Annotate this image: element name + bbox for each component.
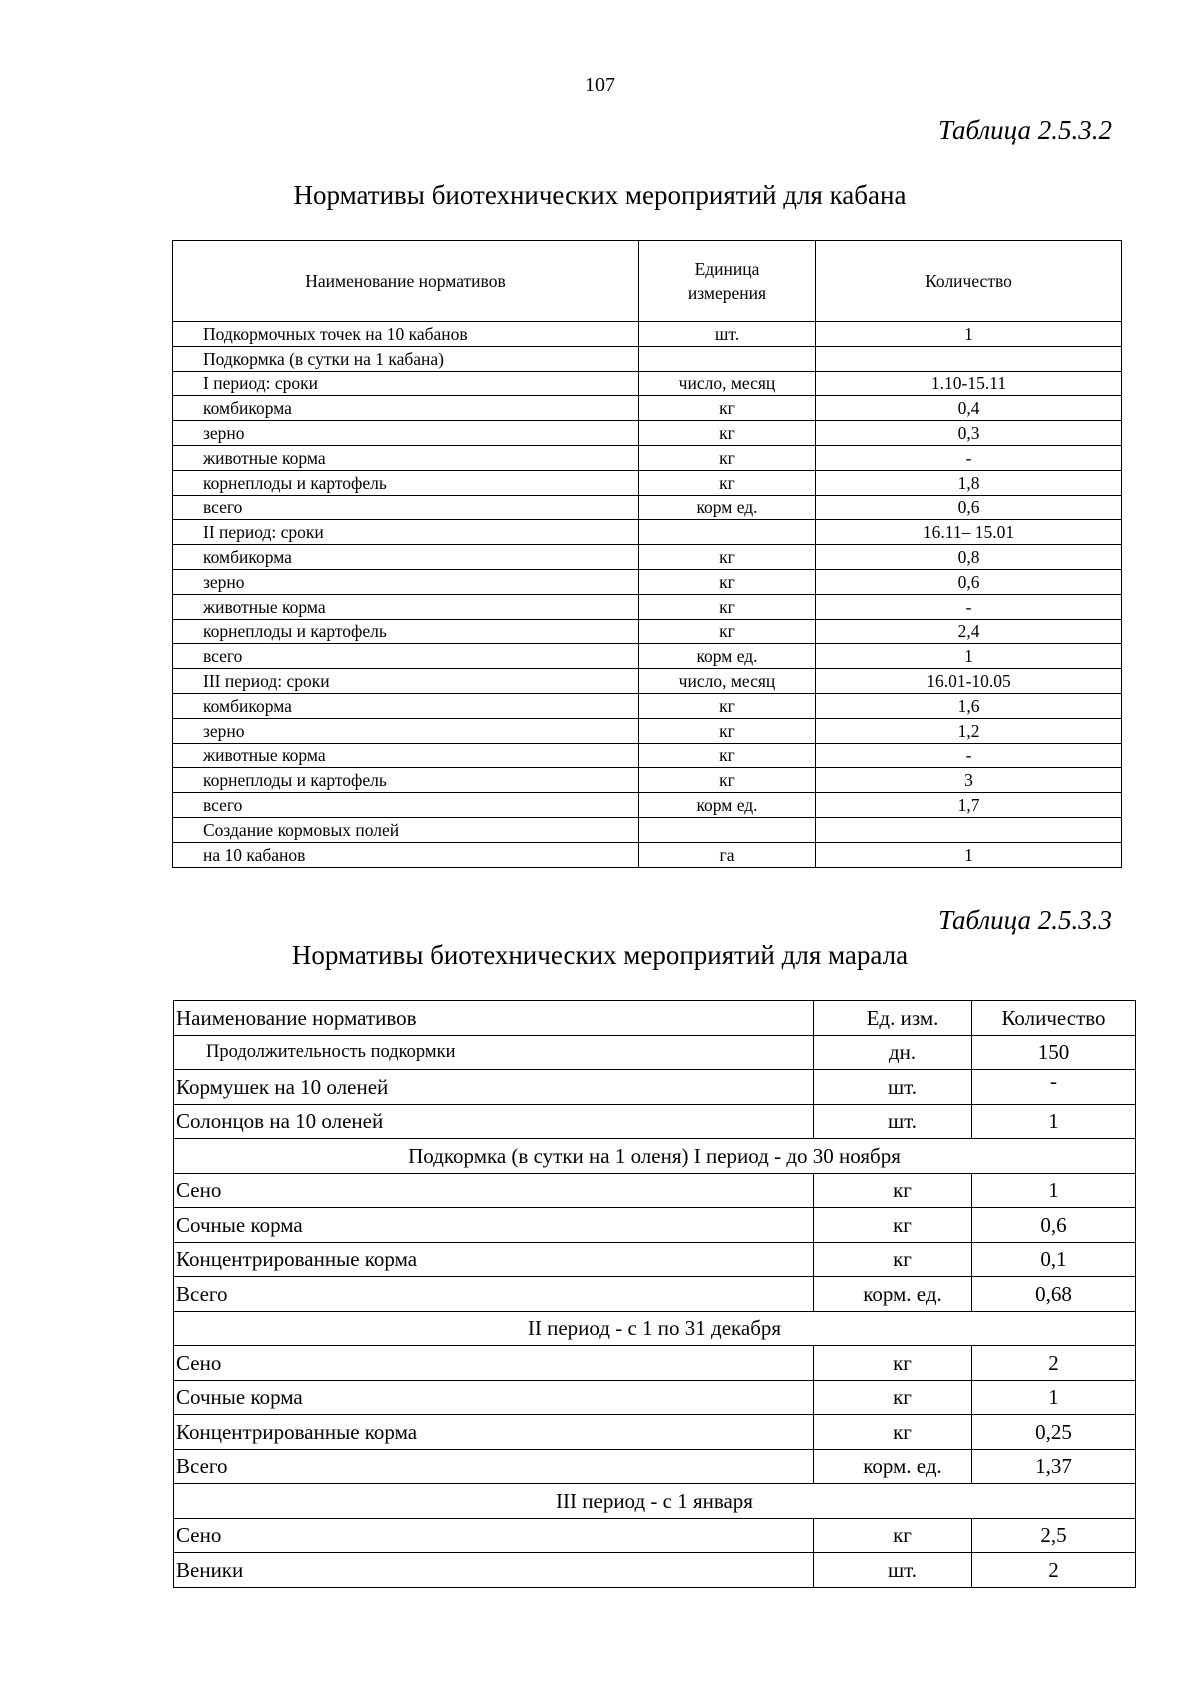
row-unit: корм ед.	[639, 495, 816, 520]
row-quantity: 3	[816, 768, 1122, 793]
row-unit: кг	[814, 1242, 972, 1277]
row-unit: кг	[639, 594, 816, 619]
row-unit: корм ед.	[639, 644, 816, 669]
boar-norms-table	[172, 240, 1122, 868]
row-name: Концентрированные корма	[174, 1242, 814, 1277]
row-quantity: 1.10-15.11	[816, 371, 1122, 396]
header-quantity: Количество	[816, 241, 1122, 322]
row-unit: шт.	[814, 1553, 972, 1588]
row-name: всего	[173, 495, 639, 520]
row-name: Продолжительность подкормки	[174, 1035, 814, 1070]
row-name: животные корма	[173, 594, 639, 619]
row-quantity: -	[816, 594, 1122, 619]
row-unit: кг	[814, 1380, 972, 1415]
row-quantity: 2	[972, 1553, 1136, 1588]
table-row	[173, 718, 1122, 743]
row-name: II период: сроки	[173, 520, 639, 545]
table-row	[173, 644, 1122, 669]
row-unit: корм. ед.	[814, 1277, 972, 1312]
row-unit: число, месяц	[639, 669, 816, 694]
row-name: Кормушек на 10 оленей	[174, 1070, 814, 1105]
row-quantity: 2,4	[816, 619, 1122, 644]
row-quantity: -	[972, 1070, 1136, 1105]
table-row	[173, 768, 1122, 793]
table-row	[174, 1104, 1136, 1139]
row-quantity: 0,3	[816, 421, 1122, 446]
row-unit	[639, 520, 816, 545]
row-quantity: 16.01-10.05	[816, 669, 1122, 694]
row-name: комбикорма	[173, 693, 639, 718]
row-unit: кг	[639, 619, 816, 644]
section-row	[174, 1484, 1136, 1519]
row-name: Сочные корма	[174, 1380, 814, 1415]
table-row	[173, 396, 1122, 421]
table-row	[174, 1173, 1136, 1208]
table-row	[173, 346, 1122, 371]
row-name: Всего	[174, 1277, 814, 1312]
row-quantity: 2,5	[972, 1518, 1136, 1553]
row-name: Сочные корма	[174, 1208, 814, 1243]
row-unit: кг	[639, 545, 816, 570]
row-quantity: 0,6	[972, 1208, 1136, 1243]
row-name: Концентрированные корма	[174, 1415, 814, 1450]
row-unit: корм. ед.	[814, 1449, 972, 1484]
row-quantity: 1	[972, 1104, 1136, 1139]
section-row	[174, 1139, 1136, 1174]
section-row	[174, 1311, 1136, 1346]
row-unit: кг	[814, 1518, 972, 1553]
row-quantity: 0,4	[816, 396, 1122, 421]
table-row	[174, 1415, 1136, 1450]
row-quantity	[816, 346, 1122, 371]
row-name: Всего	[174, 1449, 814, 1484]
table-row	[173, 817, 1122, 842]
row-name: зерно	[173, 569, 639, 594]
row-quantity: -	[816, 743, 1122, 768]
row-quantity: 0,1	[972, 1242, 1136, 1277]
table-row	[173, 594, 1122, 619]
row-quantity: 1,2	[816, 718, 1122, 743]
table-row	[173, 421, 1122, 446]
table-header-row	[174, 1001, 1136, 1036]
table-row	[173, 669, 1122, 694]
header-name: Наименование нормативов	[174, 1001, 814, 1036]
row-name: Сено	[174, 1173, 814, 1208]
row-unit: га	[639, 842, 816, 867]
row-unit: кг	[814, 1346, 972, 1381]
row-unit: кг	[814, 1415, 972, 1450]
table-title-maral: Нормативы биотехнических мероприятий для марала	[291, 940, 909, 970]
table-row	[174, 1242, 1136, 1277]
row-name: Подкормочных точек на 10 кабанов	[173, 322, 639, 347]
row-name: III период: сроки	[173, 669, 639, 694]
row-quantity: 0,6	[816, 569, 1122, 594]
table-row	[173, 842, 1122, 867]
table-row	[173, 545, 1122, 570]
row-unit: кг	[814, 1173, 972, 1208]
row-unit: кг	[639, 569, 816, 594]
row-quantity: 1	[816, 322, 1122, 347]
row-unit: кг	[639, 768, 816, 793]
row-unit: кг	[639, 718, 816, 743]
row-quantity: 1,6	[816, 693, 1122, 718]
row-unit: шт.	[814, 1104, 972, 1139]
table-row	[174, 1346, 1136, 1381]
table-row	[173, 445, 1122, 470]
row-quantity: 0,6	[816, 495, 1122, 520]
row-quantity: 1	[972, 1173, 1136, 1208]
row-name: животные корма	[173, 743, 639, 768]
row-name: всего	[173, 644, 639, 669]
row-unit	[639, 346, 816, 371]
row-unit: дн.	[814, 1035, 972, 1070]
row-quantity: 2	[972, 1346, 1136, 1381]
row-quantity: 150	[972, 1035, 1136, 1070]
table-row	[173, 371, 1122, 396]
page-number: 107	[585, 74, 615, 96]
table-row	[173, 793, 1122, 818]
header-name: Наименование нормативов	[173, 241, 639, 322]
maral-norms-table	[173, 1000, 1136, 1588]
header-unit: Ед. изм.	[814, 1001, 972, 1036]
row-quantity: 1,7	[816, 793, 1122, 818]
table-row	[174, 1449, 1136, 1484]
table-row	[174, 1208, 1136, 1243]
row-quantity: 1,8	[816, 470, 1122, 495]
row-quantity: 1	[972, 1380, 1136, 1415]
row-unit: кг	[639, 743, 816, 768]
row-unit: кг	[814, 1208, 972, 1243]
row-quantity: 16.11– 15.01	[816, 520, 1122, 545]
row-name: I период: сроки	[173, 371, 639, 396]
row-unit: кг	[639, 396, 816, 421]
header-unit: Единица измерения	[639, 241, 816, 322]
table-row	[173, 619, 1122, 644]
table-row	[174, 1553, 1136, 1588]
row-name: Сено	[174, 1346, 814, 1381]
row-name: Веники	[174, 1553, 814, 1588]
table-row	[174, 1518, 1136, 1553]
row-quantity: 0,68	[972, 1277, 1136, 1312]
row-name: корнеплоды и картофель	[173, 470, 639, 495]
row-unit	[639, 817, 816, 842]
table-row	[173, 470, 1122, 495]
row-quantity: 0,8	[816, 545, 1122, 570]
row-name: корнеплоды и картофель	[173, 768, 639, 793]
row-unit: корм ед.	[639, 793, 816, 818]
row-quantity: 1,37	[972, 1449, 1136, 1484]
table-row	[173, 569, 1122, 594]
table-caption-2-5-3-2: Таблица 2.5.3.2	[937, 115, 1112, 145]
section-label: III период - с 1 января	[174, 1484, 1136, 1519]
row-unit: число, месяц	[639, 371, 816, 396]
table-row	[174, 1035, 1136, 1070]
row-name: комбикорма	[173, 545, 639, 570]
header-quantity: Количество	[972, 1001, 1136, 1036]
table-caption-2-5-3-3: Таблица 2.5.3.3	[937, 905, 1112, 935]
row-name: комбикорма	[173, 396, 639, 421]
row-name: Сено	[174, 1518, 814, 1553]
row-unit: кг	[639, 421, 816, 446]
section-label: II период - с 1 по 31 декабря	[174, 1311, 1136, 1346]
row-unit: кг	[639, 470, 816, 495]
row-name: Подкормка (в сутки на 1 кабана)	[173, 346, 639, 371]
row-unit: шт.	[639, 322, 816, 347]
row-name: корнеплоды и картофель	[173, 619, 639, 644]
row-name: всего	[173, 793, 639, 818]
row-quantity: -	[816, 445, 1122, 470]
row-name: животные корма	[173, 445, 639, 470]
row-name: зерно	[173, 718, 639, 743]
table-row	[174, 1070, 1136, 1105]
row-unit: шт.	[814, 1070, 972, 1105]
table-row	[174, 1380, 1136, 1415]
table-row	[173, 520, 1122, 545]
row-unit: кг	[639, 445, 816, 470]
row-quantity: 1	[816, 842, 1122, 867]
section-label: Подкормка (в сутки на 1 оленя) I период - до 30 ноября	[174, 1139, 1136, 1174]
row-name: на 10 кабанов	[173, 842, 639, 867]
table-row	[173, 322, 1122, 347]
row-name: Солонцов на 10 оленей	[174, 1104, 814, 1139]
row-quantity: 1	[816, 644, 1122, 669]
row-name: зерно	[173, 421, 639, 446]
row-name: Создание кормовых полей	[173, 817, 639, 842]
table-row	[173, 743, 1122, 768]
table-row	[173, 495, 1122, 520]
table-row	[174, 1277, 1136, 1312]
row-quantity: 0,25	[972, 1415, 1136, 1450]
table-header-row	[173, 241, 1122, 322]
table-title-boar: Нормативы биотехнических мероприятий для кабана	[293, 180, 907, 210]
table-row	[173, 693, 1122, 718]
row-quantity	[816, 817, 1122, 842]
row-unit: кг	[639, 693, 816, 718]
